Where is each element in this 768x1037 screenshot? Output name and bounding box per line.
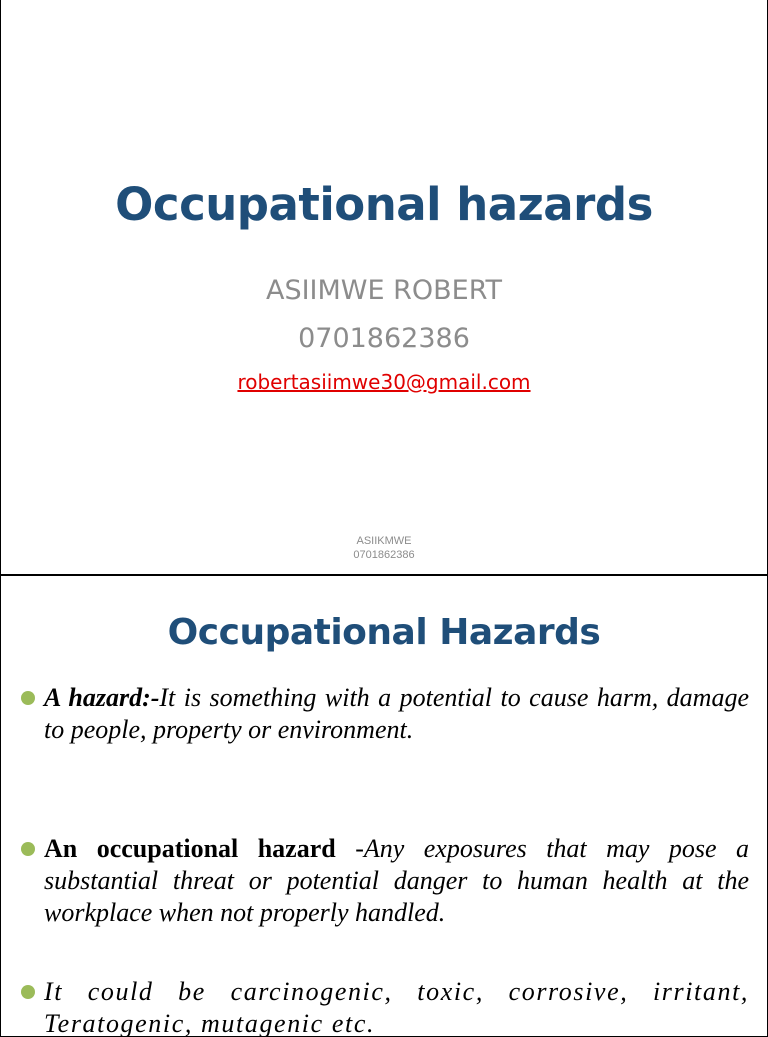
bullet-dot-icon (21, 691, 35, 705)
bullet-text: It could be carcinogenic, toxic, corrosive, irritant, Teratogenic, mutagenic etc. (44, 977, 749, 1037)
slide-footer (1, 534, 767, 562)
author-email (1, 370, 767, 394)
bullet-text (44, 833, 749, 929)
bullet-definition: -Any exposures that may pose a substantial threat or potential danger to human health at the workplace when not properly handled. (44, 834, 749, 927)
author-phone: 0701862386 (298, 323, 470, 354)
slide-title: Occupational hazards (115, 178, 653, 231)
bullet-item (21, 682, 749, 746)
slide-title: Occupational Hazards (167, 612, 601, 653)
email-link[interactable]: robertasiimwe30@gmail.com (237, 370, 531, 394)
bullet-term: An occupational hazard (44, 834, 336, 863)
bullet-dot-icon (21, 985, 35, 999)
bullet-item (21, 976, 749, 1037)
bullet-dot-icon (21, 842, 35, 856)
content-slide (0, 575, 768, 1037)
bullet-item (21, 833, 749, 929)
bullet-term: A hazard:- (44, 683, 160, 712)
footer-name: ASIIKMWE (356, 535, 412, 547)
author-name: ASIIMWE ROBERT (265, 275, 503, 306)
bullet-definition: It is something with a potential to cause harm, damage to people, property or environment. (44, 683, 750, 744)
bullet-text (44, 682, 749, 746)
footer-phone: 0701862386 (353, 549, 415, 561)
